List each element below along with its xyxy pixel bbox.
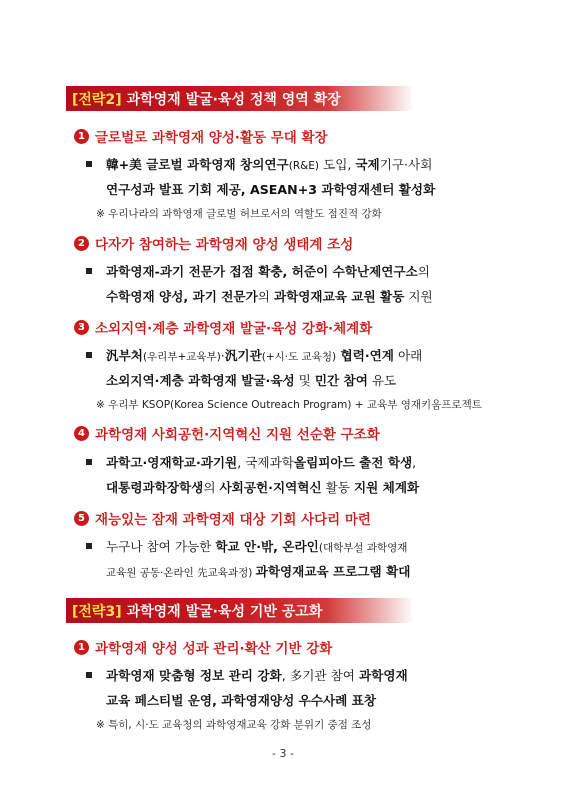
section-2-3-line-1: 汎부처(우리부+교육부)·汎기관(+시·도 교육청) 협력·연계 아래	[106, 348, 423, 363]
section-2-2-heading: 2 다자가 참여하는 과학영재 양성 생태계 조성	[74, 233, 353, 253]
section-2-5-line-1: 누구나 참여 가능한 학교 안·밖, 온라인(대학부설 과학영재	[106, 539, 408, 554]
section-2-2-line-2: 수학영재 양성, 과기 전문가의 과학영재교육 교원 활동 지원	[106, 289, 433, 304]
section-2-1-line-2: 연구성과 발표 기회 제공, ASEAN+3 과학영재센터 활성화	[106, 182, 436, 197]
bullet-icon	[86, 268, 92, 274]
strategy-3-tag: [전략3]	[72, 603, 122, 620]
section-2-3-note: ※ 우리부 KSOP(Korea Science Outreach Program) + 교육부 영재키움프로젝트	[96, 399, 482, 411]
section-2-4-heading: 4 과학영재 사회공헌·지역혁신 지원 선순환 구조화	[74, 423, 380, 443]
section-2-1-line-1: 韓+美 글로벌 과학영재 창의연구(R&E) 도입, 국제기구·사회	[106, 157, 433, 172]
section-2-5-heading: 5 재능있는 잠재 과학영재 대상 기회 사다리 마련	[74, 508, 371, 528]
strategy-2-title: 과학영재 발굴·육성 정책 영역 확장	[126, 91, 341, 108]
strategy-3-banner	[66, 598, 414, 623]
bullet-icon	[86, 161, 92, 167]
bullet-icon	[86, 543, 92, 549]
bullet-icon	[86, 672, 92, 678]
number-badge-icon: 1	[74, 640, 89, 655]
section-3-1-note: ※ 특히, 시·도 교육청의 과학영재교육 강화 분위기 중점 조성	[96, 719, 372, 731]
strategy-3-title: 과학영재 발굴·육성 기반 공고화	[126, 603, 323, 620]
bullet-icon	[86, 352, 92, 358]
strategy-2-banner	[66, 86, 414, 111]
section-2-3-line-2: 소외지역·계층 과학영재 발굴·육성 및 민간 참여 유도	[106, 373, 397, 388]
section-3-1-heading: 1 과학영재 양성 성과 관리·확산 기반 강화	[74, 637, 332, 657]
section-2-4-line-2: 대통령과학장학생의 사회공헌·지역혁신 활동 지원 체계화	[106, 480, 420, 495]
number-badge-icon: 1	[74, 129, 89, 144]
section-2-3-heading: 3 소외지역·계층 과학영재 발굴·육성 강화·체계화	[74, 317, 372, 337]
section-2-1-heading: 1 글로벌로 과학영재 양성·활동 무대 확장	[74, 126, 328, 146]
section-3-1-line-1: 과학영재 맞춤형 정보 관리 강화, 多기관 참여 과학영재	[106, 668, 408, 683]
section-2-2-line-1: 과학영재-과기 전문가 접점 확충, 허준이 수학난제연구소의	[106, 264, 430, 279]
number-badge-icon: 2	[74, 236, 89, 251]
section-2-4-line-1: 과학고·영재학교·과기원, 국제과학올림피아드 출전 학생,	[106, 455, 417, 470]
number-badge-icon: 5	[74, 511, 89, 526]
number-badge-icon: 4	[74, 426, 89, 441]
section-2-5-line-2: 교육원 공동·온라인 先교육과정) 과학영재교육 프로그램 확대	[106, 564, 411, 579]
section-3-1-line-2: 교육 페스티벌 운영, 과학영재양성 우수사례 표창	[106, 693, 377, 708]
bullet-icon	[86, 459, 92, 465]
number-badge-icon: 3	[74, 320, 89, 335]
strategy-2-tag: [전략2]	[72, 91, 122, 108]
section-2-1-note: ※ 우리나라의 과학영재 글로벌 허브로서의 역할도 점진적 강화	[96, 208, 382, 220]
page-number: - 3 -	[272, 747, 294, 760]
